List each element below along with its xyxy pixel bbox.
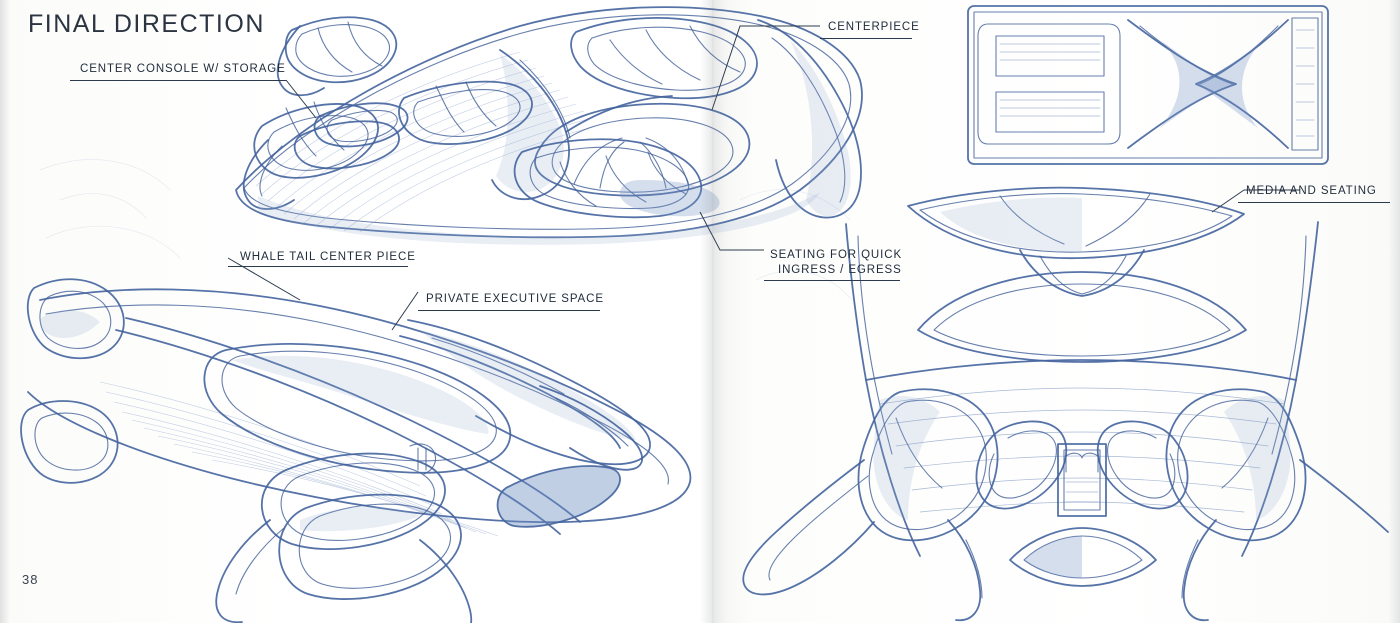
leader-whale-tail [228,266,408,267]
callout-centerpiece: CENTERPIECE [828,21,920,33]
callout-private-executive-space: PRIVATE EXECUTIVE SPACE [426,293,604,305]
callout-seating-ingress-line2: INGRESS / EGRESS [778,264,902,276]
paper-edge-left [0,0,10,623]
leader-center-console [70,80,286,81]
page-title: FINAL DIRECTION [28,10,265,38]
page-number: 38 [22,572,39,587]
leader-seating-ingress [764,280,900,281]
callout-seating-ingress-line1: SEATING FOR QUICK [770,249,903,261]
leader-private-executive-space [418,310,600,311]
callout-center-console: CENTER CONSOLE W/ STORAGE [80,63,286,75]
leader-media-and-seating [1238,202,1390,203]
callout-whale-tail: WHALE TAIL CENTER PIECE [240,251,416,263]
paper-edge-right [1388,0,1400,623]
page-right [712,0,1400,623]
leader-centerpiece [820,38,912,39]
callout-media-and-seating: MEDIA AND SEATING [1246,185,1377,197]
